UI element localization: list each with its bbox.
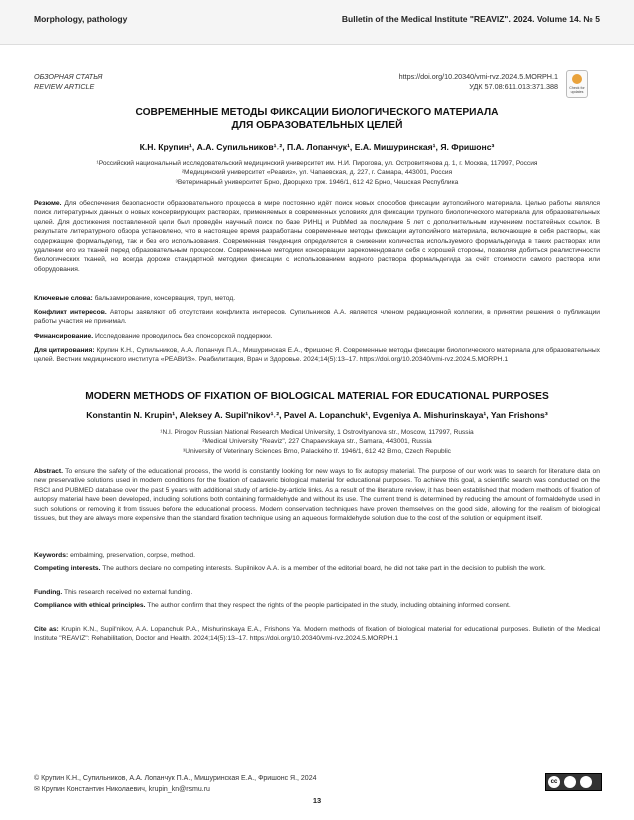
conflict-ru	[34, 308, 600, 327]
cc-license-icon[interactable]	[545, 773, 602, 791]
affiliation-en-2: ²Medical University "Reaviz", 227 Chapaevskaya str., Samara, 443001, Russia	[202, 438, 432, 446]
citation-ru	[34, 346, 600, 365]
update-dot	[572, 74, 582, 84]
citation-ru-text: Крупин К.Н., Супильников, А.А. Лопанчук П.А., Мишуринская Е.А., Фришонс Я. Современные методы фиксации биологического материала для образовательных целей. Вестник медицинского института «РЕАВИЗ». Реабилитация, Врач и Здоровье. 2024;14(5):13–17. https://doi.org/10.20340/vmi-rvz.2024.5.MORPH.1	[34, 347, 600, 364]
affiliation-en-3: ³University of Veterinary Sciences Brno, Palackého tř. 1946/1, 612 42 Brno, Czech Republic	[183, 447, 451, 455]
copyright: © Крупин К.Н., Супильников, А.А. Лопанчук П.А., Мишуринская Е.А., Фришонс Я., 2024	[34, 775, 317, 782]
article-type-ru: ОБЗОРНАЯ СТАТЬЯ	[34, 72, 103, 81]
keywords-ru	[34, 294, 600, 303]
conflict-ru-text: Авторы заявляют об отсутствии конфликта интересов. Супильников А.А. является членом редакционной коллегии, в принятии решения о публикации работы участия не принимал.	[34, 309, 601, 326]
abstract-ru	[34, 199, 600, 274]
funding-ru	[34, 332, 600, 341]
page-header	[0, 0, 634, 45]
article-type	[34, 72, 102, 92]
abstract-en-label: Abstract.	[34, 468, 63, 475]
section-label: Morphology, pathology	[34, 14, 128, 24]
affiliations-en	[34, 428, 600, 456]
by-icon	[564, 776, 576, 788]
nc-icon	[580, 776, 592, 788]
title-en: MODERN METHODS OF FIXATION OF BIOLOGICAL MATERIAL FOR EDUCATIONAL PURPOSES	[85, 391, 549, 402]
affiliation-en-1: ¹N.I. Pirogov Russian National Research Medical University, 1 Ostrovityanova str., Moscow, 117997, Russia	[160, 429, 474, 436]
article-type-en: REVIEW ARTICLE	[34, 82, 95, 91]
affiliation-ru-3: ³Ветеринарный университет Брно, Дворцехо трж. 1946/1, 612 42 Брно, Чешская Республика	[175, 178, 459, 186]
funding-ru-label: Финансирование.	[34, 333, 94, 340]
funding-ru-text: Исследование проводилось без спонсорской поддержки.	[94, 333, 273, 340]
doi-link[interactable]: https://doi.org/10.20340/vmi-rvz.2024.5.MORPH.1	[398, 72, 558, 81]
affiliations-ru	[34, 159, 600, 187]
competing-en-label: Competing interests.	[34, 565, 101, 572]
abstract-ru-label: Резюме.	[34, 200, 62, 207]
keywords-ru-label: Ключевые слова:	[34, 295, 93, 302]
keywords-en-label: Keywords:	[34, 552, 69, 559]
competing-en	[34, 564, 600, 573]
citation-ru-label: Для цитирования:	[34, 347, 95, 354]
ethics-en	[34, 601, 600, 610]
ethics-en-label: Compliance with ethical principles.	[34, 602, 146, 609]
title-ru-line1: СОВРЕМЕННЫЕ МЕТОДЫ ФИКСАЦИИ БИОЛОГИЧЕСКОГО МАТЕРИАЛА	[135, 107, 499, 118]
authors-en: Konstantin N. Krupin¹, Aleksey A. Supil'nikov¹˒², Pavel A. Lopanchuk¹, Evgeniya A. Mishurinskaya¹, Yan Frishons³	[86, 410, 548, 420]
journal-label: Bulletin of the Medical Institute "REAVIZ". 2024. Volume 14. № 5	[341, 14, 600, 24]
authors-ru: К.Н. Крупин¹, А.А. Супильников¹˒², П.А. Лопанчук¹, Е.А. Мишуринская¹, Я. Фришонс³	[139, 142, 495, 152]
citation-en-text: Krupin K.N., Supil'nikov, A.A. Lopanchuk P.A., Mishurinskaya E.A., Frishons Ya. Modern methods of fixation of biological material for educational purposes. Bulletin of the Medical Institute "REAVIZ": Rehabilitation, Doctor and Health. 2024;14(5):13–17. https://doi.org/10.20340/vmi-rvz.2024.5.MORPH.1	[34, 626, 600, 643]
article-ids	[399, 72, 558, 92]
title-ru	[60, 106, 574, 132]
abstract-en	[34, 467, 600, 523]
funding-en	[34, 588, 600, 597]
keywords-en	[34, 551, 600, 560]
abstract-ru-text: Для обеспечения безопасности образовательного процесса в мире постоянно идёт поиск новых способов фиксации аутопсийного материала. Целью работы являлся поиск литературных данных о новых консервирующих растворах, применяемых в современных условиях для фиксации трупного биологического материала для образовательных целей. Для достижения поставленной цели был проведён научный поиск по базе РИНЦ и PubMed за последние 5 лет с дополнительным изучением постатейных ссылок. В результате литературного обзора установлено, что в настоящее время разработаны современные методы фиксации аутопсийного материала, включающие в себя растворы, как содержащие формальдегид, так и без его использования. Современная тенденция определяется в снижении количества используемого формальдегида в таких растворах или удалении его из тканей перед образовательным процессом. Современные методики консервации зарекомендовали себя с хорошей стороны, позволяя добиться реалистичности биологических тканей, но всегда дороже стандартной методики фиксации с использованием водного раствора формальдегида за счёт стоимости самого раствора или оборудования.	[34, 200, 600, 273]
page-number: 13	[312, 796, 322, 805]
cc-logo-icon: cc	[548, 776, 560, 788]
keywords-en-text: embalming, preservation, corpse, method.	[70, 552, 195, 559]
badge-label: Check for updates	[569, 86, 585, 94]
keywords-ru-text: бальзамирование, консервация, труп, метод.	[94, 295, 236, 302]
funding-en-text: This research received no external funding.	[63, 589, 193, 596]
competing-en-text: The authors declare no competing interests. Supilnikov A.A. is a member of the editorial board, he did not take part in the decision to publish the work.	[102, 565, 546, 572]
citation-en-label: Cite as:	[34, 626, 59, 633]
abstract-en-text: To ensure the safety of the educational process, the world is constantly looking for new ways to fix autopsy material. The purpose of our work was to search for literature data on new preservative solutions used in modern conditions for the fixation of cadaveric biological material for educational purposes. To achieve this goal, a scientific search was conducted on the RSCI and PUBMED database over the past 5 years with additional study of article-by-article links. As a result of the literature review, it has been established that modern methods of fixation of autopsy material have been developed, including solutions both containing formaldehyde and without its use. The current trend is determined by reducing the amount of formaldehyde used in such solutions or removing it from tissues before the educational process. Modern conservation techniques have proven themselves on the good side, allowing for the realism of biological tissues, but they are always more expensive than the standard fixation technique using an aqueous formaldehyde solution due to the cost of the solution or equipment itself.	[34, 468, 600, 523]
check-for-updates-icon[interactable]	[566, 70, 588, 98]
ethics-en-text: The author confirm that they respect the rights of the people participated in the study, including obtaining informed consent.	[147, 602, 511, 609]
funding-en-label: Funding.	[34, 589, 63, 596]
citation-en	[34, 625, 600, 644]
conflict-ru-label: Конфликт интересов.	[34, 309, 107, 316]
title-ru-line2: ДЛЯ ОБРАЗОВАТЕЛЬНЫХ ЦЕЛЕЙ	[231, 120, 403, 131]
affiliation-ru-1: ¹Российский национальный исследовательский медицинский университет им. Н.И. Пирогова, ул. Островитянова д. 1, г. Москва, 117997, Россия	[96, 160, 538, 167]
affiliation-ru-2: ²Медицинский университет «Реавиз», ул. Чапаевская, д. 227, г. Самара, 443001, Россия	[181, 169, 453, 177]
udc-code: УДК 57.08:611.013:371.388	[469, 82, 558, 91]
contact-email[interactable]: ✉ Крупин Константин Николаевич, krupin_kn@rsmu.ru	[34, 786, 210, 793]
